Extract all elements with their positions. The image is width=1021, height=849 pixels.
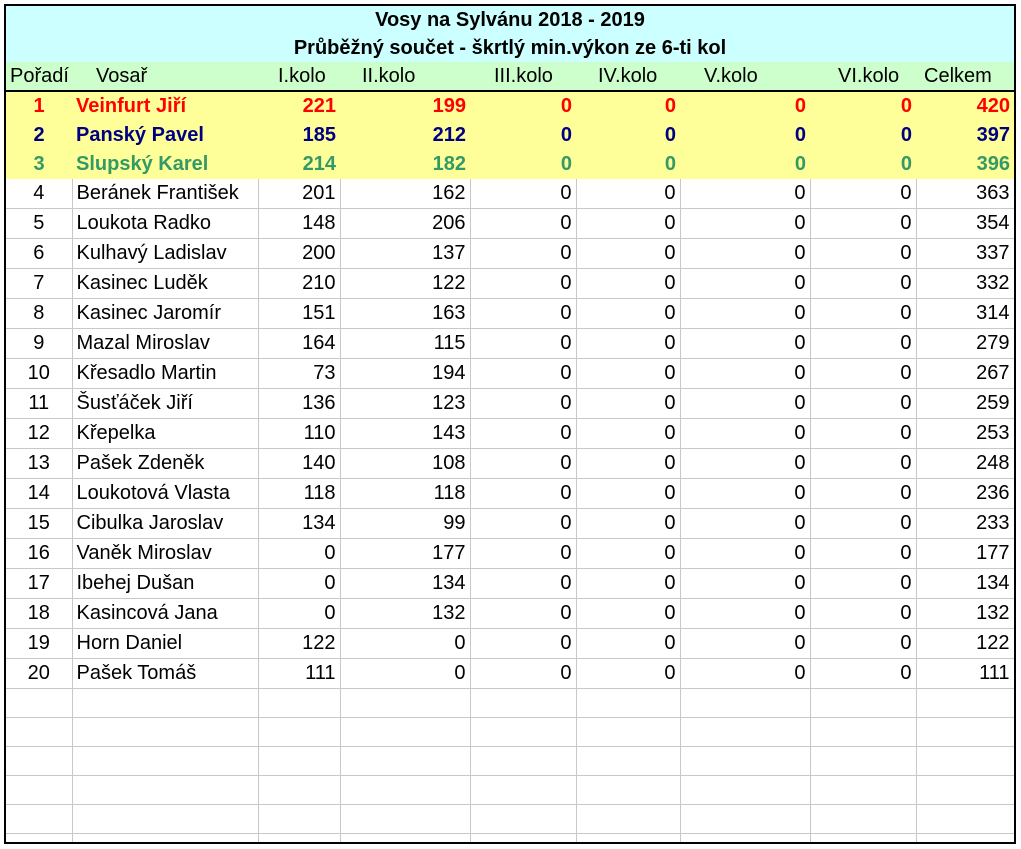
cell-round-5[interactable]: 0 xyxy=(680,389,810,419)
cell-round-1[interactable]: 200 xyxy=(258,239,340,269)
cell-round-2[interactable]: 132 xyxy=(340,599,470,629)
cell-round-6[interactable]: 0 xyxy=(810,539,916,569)
header-round-2[interactable]: II.kolo xyxy=(362,65,416,87)
cell-round-2[interactable]: 162 xyxy=(340,179,470,209)
cell-total[interactable] xyxy=(916,805,1014,834)
cell-round-6[interactable]: 0 xyxy=(810,449,916,479)
table-row xyxy=(6,569,1014,599)
empty-row xyxy=(6,805,1014,834)
cell-round-1[interactable] xyxy=(258,834,340,845)
cell-round-2[interactable] xyxy=(340,776,470,805)
cell-round-4[interactable]: 0 xyxy=(576,629,680,659)
cell-round-2[interactable]: 199 xyxy=(340,91,470,121)
empty-row xyxy=(6,747,1014,776)
cell-name[interactable] xyxy=(72,747,258,776)
cell-round-1[interactable] xyxy=(258,718,340,747)
empty-row xyxy=(6,834,1014,845)
cell-rank[interactable]: 9 xyxy=(6,329,72,359)
cell-rank[interactable]: 16 xyxy=(6,539,72,569)
cell-name[interactable]: Křepelka xyxy=(72,419,258,449)
cell-round-4[interactable]: 0 xyxy=(576,539,680,569)
table-row xyxy=(6,91,1014,121)
table-row xyxy=(6,179,1014,209)
cell-round-5[interactable]: 0 xyxy=(680,299,810,329)
cell-round-1[interactable]: 0 xyxy=(258,539,340,569)
cell-round-1[interactable] xyxy=(258,805,340,834)
cell-round-6[interactable]: 0 xyxy=(810,179,916,209)
cell-round-4[interactable]: 0 xyxy=(576,91,680,121)
cell-round-3[interactable]: 0 xyxy=(470,269,576,299)
cell-total[interactable] xyxy=(916,776,1014,805)
cell-name[interactable]: Ibehej Dušan xyxy=(72,569,258,599)
cell-rank[interactable]: 4 xyxy=(6,179,72,209)
cell-round-5[interactable] xyxy=(680,834,810,845)
cell-round-4[interactable]: 0 xyxy=(576,509,680,539)
cell-round-4[interactable]: 0 xyxy=(576,239,680,269)
cell-round-4[interactable] xyxy=(576,689,680,718)
cell-round-4[interactable]: 0 xyxy=(576,419,680,449)
cell-round-5[interactable]: 0 xyxy=(680,91,810,121)
cell-round-2[interactable] xyxy=(340,805,470,834)
cell-round-5[interactable]: 0 xyxy=(680,509,810,539)
cell-rank[interactable] xyxy=(6,689,72,718)
cell-round-5[interactable] xyxy=(680,747,810,776)
table-row xyxy=(6,329,1014,359)
cell-total[interactable]: 332 xyxy=(916,269,1014,299)
cell-round-5[interactable]: 0 xyxy=(680,539,810,569)
cell-round-1[interactable]: 136 xyxy=(258,389,340,419)
cell-name[interactable] xyxy=(72,718,258,747)
cell-round-2[interactable]: 99 xyxy=(340,509,470,539)
cell-round-1[interactable]: 214 xyxy=(258,150,340,179)
cell-round-5[interactable]: 0 xyxy=(680,449,810,479)
cell-total[interactable]: 134 xyxy=(916,569,1014,599)
cell-round-6[interactable]: 0 xyxy=(810,509,916,539)
cell-round-3[interactable]: 0 xyxy=(470,179,576,209)
cell-round-2[interactable] xyxy=(340,834,470,845)
cell-rank[interactable]: 7 xyxy=(6,269,72,299)
cell-name[interactable] xyxy=(72,689,258,718)
cell-round-6[interactable]: 0 xyxy=(810,329,916,359)
cell-rank[interactable]: 20 xyxy=(6,659,72,689)
header-round-6[interactable]: VI.kolo xyxy=(838,65,900,87)
table-row xyxy=(6,121,1014,150)
cell-total[interactable]: 279 xyxy=(916,329,1014,359)
cell-total[interactable]: 314 xyxy=(916,299,1014,329)
cell-name[interactable]: Pašek Tomáš xyxy=(72,659,258,689)
cell-round-4[interactable] xyxy=(576,718,680,747)
cell-round-6[interactable]: 0 xyxy=(810,419,916,449)
cell-round-6[interactable]: 0 xyxy=(810,299,916,329)
cell-round-1[interactable]: 210 xyxy=(258,269,340,299)
cell-total[interactable]: 177 xyxy=(916,539,1014,569)
cell-round-5[interactable] xyxy=(680,776,810,805)
cell-name[interactable]: Veinfurt Jiří xyxy=(72,91,258,121)
cell-round-3[interactable] xyxy=(470,776,576,805)
cell-round-3[interactable]: 0 xyxy=(470,539,576,569)
cell-round-2[interactable]: 122 xyxy=(340,269,470,299)
cell-total[interactable]: 132 xyxy=(916,599,1014,629)
cell-total[interactable]: 363 xyxy=(916,179,1014,209)
cell-round-2[interactable]: 212 xyxy=(340,121,470,150)
cell-round-3[interactable]: 0 xyxy=(470,599,576,629)
cell-round-5[interactable]: 0 xyxy=(680,629,810,659)
cell-round-6[interactable]: 0 xyxy=(810,629,916,659)
cell-round-6[interactable] xyxy=(810,718,916,747)
cell-round-5[interactable]: 0 xyxy=(680,179,810,209)
header-round-3[interactable]: III.kolo xyxy=(494,65,553,87)
cell-total[interactable] xyxy=(916,718,1014,747)
cell-round-5[interactable]: 0 xyxy=(680,329,810,359)
cell-rank[interactable] xyxy=(6,747,72,776)
cell-name[interactable]: Horn Daniel xyxy=(72,629,258,659)
cell-name[interactable]: Kasinec Jaromír xyxy=(72,299,258,329)
cell-round-1[interactable]: 73 xyxy=(258,359,340,389)
cell-total[interactable] xyxy=(916,689,1014,718)
table-row xyxy=(6,449,1014,479)
cell-round-1[interactable]: 111 xyxy=(258,659,340,689)
cell-round-3[interactable]: 0 xyxy=(470,299,576,329)
cell-round-2[interactable]: 0 xyxy=(340,659,470,689)
cell-round-4[interactable] xyxy=(576,834,680,845)
cell-round-6[interactable]: 0 xyxy=(810,659,916,689)
cell-round-5[interactable]: 0 xyxy=(680,569,810,599)
cell-round-4[interactable]: 0 xyxy=(576,569,680,599)
table-row xyxy=(6,479,1014,509)
cell-round-5[interactable] xyxy=(680,718,810,747)
cell-round-2[interactable]: 143 xyxy=(340,419,470,449)
cell-round-3[interactable]: 0 xyxy=(470,239,576,269)
cell-round-4[interactable]: 0 xyxy=(576,479,680,509)
cell-rank[interactable] xyxy=(6,776,72,805)
cell-round-3[interactable] xyxy=(470,718,576,747)
cell-name[interactable]: Kasincová Jana xyxy=(72,599,258,629)
empty-row xyxy=(6,718,1014,747)
title-band xyxy=(6,6,1014,62)
cell-round-1[interactable] xyxy=(258,776,340,805)
cell-round-6[interactable] xyxy=(810,689,916,718)
cell-round-1[interactable]: 164 xyxy=(258,329,340,359)
cell-round-1[interactable]: 134 xyxy=(258,509,340,539)
cell-round-6[interactable]: 0 xyxy=(810,599,916,629)
cell-rank[interactable]: 15 xyxy=(6,509,72,539)
table-row xyxy=(6,359,1014,389)
cell-round-4[interactable]: 0 xyxy=(576,329,680,359)
cell-round-2[interactable]: 206 xyxy=(340,209,470,239)
cell-round-3[interactable]: 0 xyxy=(470,150,576,179)
cell-round-6[interactable] xyxy=(810,747,916,776)
cell-round-3[interactable] xyxy=(470,689,576,718)
cell-round-1[interactable]: 148 xyxy=(258,209,340,239)
cell-total[interactable]: 111 xyxy=(916,659,1014,689)
cell-round-3[interactable]: 0 xyxy=(470,659,576,689)
cell-round-2[interactable] xyxy=(340,689,470,718)
cell-round-4[interactable] xyxy=(576,776,680,805)
cell-round-5[interactable] xyxy=(680,805,810,834)
cell-round-5[interactable]: 0 xyxy=(680,419,810,449)
cell-rank[interactable]: 14 xyxy=(6,479,72,509)
cell-round-6[interactable]: 0 xyxy=(810,239,916,269)
cell-total[interactable]: 259 xyxy=(916,389,1014,419)
table-row xyxy=(6,419,1014,449)
cell-rank[interactable]: 6 xyxy=(6,239,72,269)
cell-name[interactable]: Slupský Karel xyxy=(72,150,258,179)
cell-rank[interactable]: 11 xyxy=(6,389,72,419)
cell-round-3[interactable] xyxy=(470,747,576,776)
table-row xyxy=(6,209,1014,239)
header-round-1[interactable]: I.kolo xyxy=(278,65,326,87)
cell-round-3[interactable]: 0 xyxy=(470,329,576,359)
cell-round-3[interactable] xyxy=(470,805,576,834)
cell-name[interactable]: Loukota Radko xyxy=(72,209,258,239)
cell-round-5[interactable]: 0 xyxy=(680,659,810,689)
cell-name[interactable]: Vaněk Miroslav xyxy=(72,539,258,569)
cell-round-2[interactable]: 194 xyxy=(340,359,470,389)
cell-total[interactable]: 354 xyxy=(916,209,1014,239)
cell-rank[interactable]: 2 xyxy=(6,121,72,150)
cell-total[interactable]: 236 xyxy=(916,479,1014,509)
cell-round-4[interactable]: 0 xyxy=(576,269,680,299)
cell-round-2[interactable] xyxy=(340,747,470,776)
sheet-title: Vosy na Sylvánu 2018 - 2019 xyxy=(375,9,645,31)
header-round-5[interactable]: V.kolo xyxy=(704,65,758,87)
cell-round-6[interactable]: 0 xyxy=(810,389,916,419)
sheet-subtitle: Průběžný součet - škrtlý min.výkon ze 6-ti kol xyxy=(293,37,727,59)
cell-round-2[interactable]: 177 xyxy=(340,539,470,569)
cell-name[interactable]: Panský Pavel xyxy=(72,121,258,150)
cell-round-2[interactable]: 0 xyxy=(340,629,470,659)
cell-round-4[interactable]: 0 xyxy=(576,121,680,150)
cell-round-3[interactable]: 0 xyxy=(470,629,576,659)
cell-round-3[interactable]: 0 xyxy=(470,359,576,389)
cell-rank[interactable]: 17 xyxy=(6,569,72,599)
cell-round-4[interactable] xyxy=(576,747,680,776)
cell-round-4[interactable] xyxy=(576,805,680,834)
cell-round-3[interactable]: 0 xyxy=(470,209,576,239)
cell-total[interactable]: 420 xyxy=(916,91,1014,121)
cell-round-1[interactable]: 118 xyxy=(258,479,340,509)
cell-total[interactable]: 267 xyxy=(916,359,1014,389)
cell-rank[interactable]: 12 xyxy=(6,419,72,449)
table-row xyxy=(6,629,1014,659)
cell-name[interactable]: Kulhavý Ladislav xyxy=(72,239,258,269)
cell-round-4[interactable]: 0 xyxy=(576,599,680,629)
cell-name[interactable]: Šusťáček Jiří xyxy=(72,389,258,419)
cell-round-5[interactable]: 0 xyxy=(680,359,810,389)
cell-round-5[interactable]: 0 xyxy=(680,121,810,150)
table-row xyxy=(6,599,1014,629)
cell-round-1[interactable]: 110 xyxy=(258,419,340,449)
header-rank[interactable]: Pořadí xyxy=(10,65,69,87)
cell-rank[interactable]: 1 xyxy=(6,91,72,121)
cell-round-3[interactable]: 0 xyxy=(470,121,576,150)
cell-rank[interactable]: 18 xyxy=(6,599,72,629)
cell-name[interactable] xyxy=(72,776,258,805)
empty-row xyxy=(6,689,1014,718)
cell-round-4[interactable]: 0 xyxy=(576,299,680,329)
cell-round-3[interactable]: 0 xyxy=(470,449,576,479)
cell-total[interactable]: 253 xyxy=(916,419,1014,449)
cell-total[interactable] xyxy=(916,834,1014,845)
cell-round-1[interactable]: 122 xyxy=(258,629,340,659)
cell-round-2[interactable]: 182 xyxy=(340,150,470,179)
cell-round-5[interactable]: 0 xyxy=(680,479,810,509)
cell-total[interactable]: 396 xyxy=(916,150,1014,179)
cell-round-1[interactable]: 221 xyxy=(258,91,340,121)
cell-total[interactable] xyxy=(916,747,1014,776)
cell-round-3[interactable]: 0 xyxy=(470,479,576,509)
table-row xyxy=(6,509,1014,539)
header-row xyxy=(6,62,1014,91)
cell-round-6[interactable] xyxy=(810,776,916,805)
cell-rank[interactable]: 13 xyxy=(6,449,72,479)
cell-round-2[interactable]: 118 xyxy=(340,479,470,509)
table-row xyxy=(6,150,1014,179)
header-round-4[interactable]: IV.kolo xyxy=(598,65,658,87)
cell-rank[interactable] xyxy=(6,834,72,845)
cell-rank[interactable] xyxy=(6,805,72,834)
cell-round-5[interactable]: 0 xyxy=(680,209,810,239)
cell-round-3[interactable]: 0 xyxy=(470,389,576,419)
cell-rank[interactable]: 19 xyxy=(6,629,72,659)
cell-round-1[interactable]: 0 xyxy=(258,569,340,599)
table-row xyxy=(6,659,1014,689)
cell-round-3[interactable] xyxy=(470,834,576,845)
cell-total[interactable]: 248 xyxy=(916,449,1014,479)
cell-name[interactable]: Beránek František xyxy=(72,179,258,209)
cell-round-1[interactable] xyxy=(258,747,340,776)
cell-name[interactable]: Kasinec Luděk xyxy=(72,269,258,299)
cell-round-2[interactable]: 163 xyxy=(340,299,470,329)
cell-round-4[interactable]: 0 xyxy=(576,209,680,239)
spreadsheet xyxy=(4,4,1016,844)
cell-round-6[interactable]: 0 xyxy=(810,359,916,389)
results-table xyxy=(6,62,1015,844)
cell-rank[interactable]: 8 xyxy=(6,299,72,329)
cell-round-4[interactable]: 0 xyxy=(576,449,680,479)
cell-round-2[interactable]: 134 xyxy=(340,569,470,599)
cell-name[interactable]: Loukotová Vlasta xyxy=(72,479,258,509)
cell-rank[interactable]: 5 xyxy=(6,209,72,239)
cell-round-2[interactable]: 108 xyxy=(340,449,470,479)
cell-name[interactable]: Mazal Miroslav xyxy=(72,329,258,359)
cell-round-1[interactable]: 185 xyxy=(258,121,340,150)
cell-round-4[interactable]: 0 xyxy=(576,179,680,209)
table-row xyxy=(6,539,1014,569)
cell-round-1[interactable]: 0 xyxy=(258,599,340,629)
cell-name[interactable]: Cibulka Jaroslav xyxy=(72,509,258,539)
cell-round-3[interactable]: 0 xyxy=(470,509,576,539)
cell-round-2[interactable]: 123 xyxy=(340,389,470,419)
cell-round-1[interactable]: 140 xyxy=(258,449,340,479)
table-row xyxy=(6,299,1014,329)
cell-round-2[interactable] xyxy=(340,718,470,747)
cell-round-5[interactable]: 0 xyxy=(680,239,810,269)
cell-round-6[interactable]: 0 xyxy=(810,91,916,121)
cell-total[interactable]: 397 xyxy=(916,121,1014,150)
cell-round-6[interactable]: 0 xyxy=(810,269,916,299)
cell-round-5[interactable] xyxy=(680,689,810,718)
cell-round-6[interactable] xyxy=(810,805,916,834)
cell-round-5[interactable]: 0 xyxy=(680,269,810,299)
cell-round-6[interactable]: 0 xyxy=(810,150,916,179)
cell-round-6[interactable]: 0 xyxy=(810,121,916,150)
cell-round-4[interactable]: 0 xyxy=(576,150,680,179)
cell-rank[interactable]: 3 xyxy=(6,150,72,179)
cell-round-3[interactable]: 0 xyxy=(470,419,576,449)
table-row xyxy=(6,239,1014,269)
table-row xyxy=(6,269,1014,299)
table-row xyxy=(6,389,1014,419)
cell-total[interactable]: 337 xyxy=(916,239,1014,269)
header-total[interactable]: Celkem xyxy=(924,65,992,87)
cell-rank[interactable] xyxy=(6,718,72,747)
cell-round-3[interactable]: 0 xyxy=(470,569,576,599)
cell-round-4[interactable]: 0 xyxy=(576,359,680,389)
cell-round-5[interactable]: 0 xyxy=(680,599,810,629)
header-name[interactable]: Vosař xyxy=(96,65,148,87)
cell-total[interactable]: 122 xyxy=(916,629,1014,659)
empty-row xyxy=(6,776,1014,805)
cell-round-5[interactable]: 0 xyxy=(680,150,810,179)
cell-round-1[interactable]: 151 xyxy=(258,299,340,329)
cell-round-1[interactable]: 201 xyxy=(258,179,340,209)
cell-round-6[interactable]: 0 xyxy=(810,209,916,239)
cell-total[interactable]: 233 xyxy=(916,509,1014,539)
cell-name[interactable] xyxy=(72,805,258,834)
cell-round-6[interactable]: 0 xyxy=(810,569,916,599)
cell-round-3[interactable]: 0 xyxy=(470,91,576,121)
cell-round-2[interactable]: 137 xyxy=(340,239,470,269)
cell-name[interactable]: Křesadlo Martin xyxy=(72,359,258,389)
cell-round-2[interactable]: 115 xyxy=(340,329,470,359)
cell-round-4[interactable]: 0 xyxy=(576,389,680,419)
cell-round-6[interactable] xyxy=(810,834,916,845)
cell-round-6[interactable]: 0 xyxy=(810,479,916,509)
cell-rank[interactable]: 10 xyxy=(6,359,72,389)
cell-name[interactable] xyxy=(72,834,258,845)
cell-round-4[interactable]: 0 xyxy=(576,659,680,689)
cell-name[interactable]: Pašek Zdeněk xyxy=(72,449,258,479)
cell-round-1[interactable] xyxy=(258,689,340,718)
